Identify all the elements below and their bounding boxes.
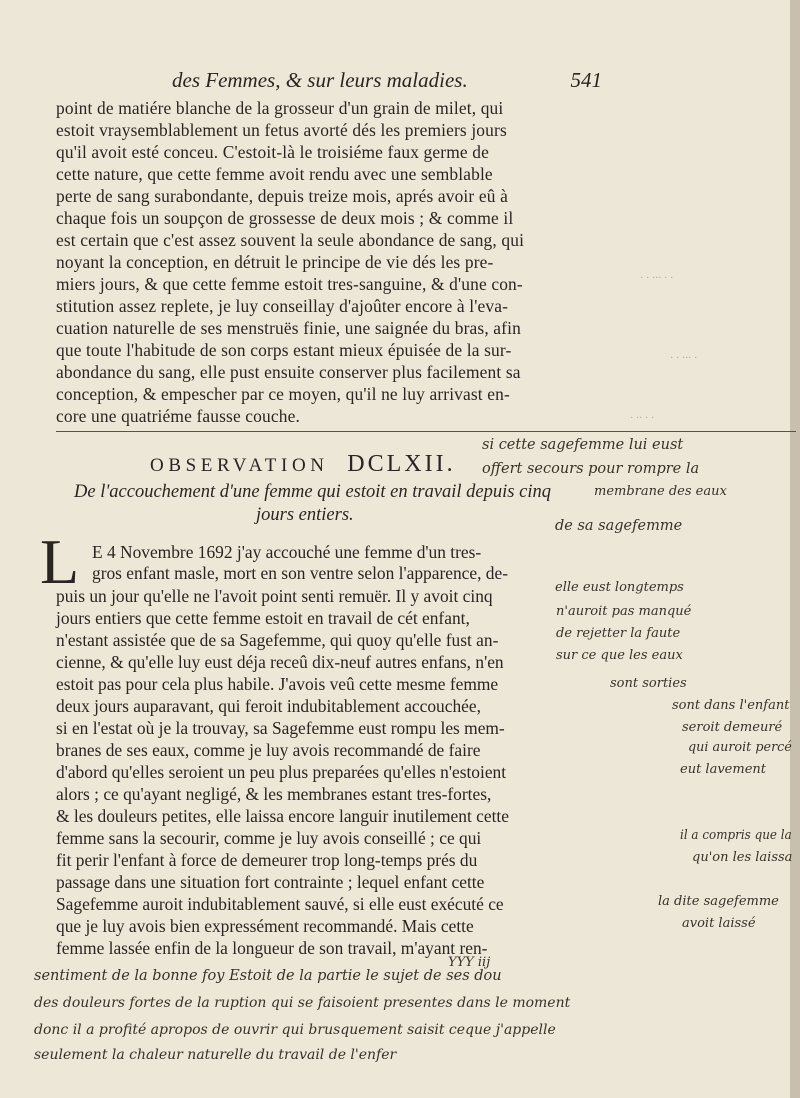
handwritten-note: qu'on les laissa bbox=[692, 850, 793, 865]
text-line: femme sans la secourir, comme je luy avois conseillé ; ce qui bbox=[56, 828, 482, 848]
observation-label: OBSERVATION bbox=[150, 455, 329, 476]
observation-subtitle-line-2: jours entiers. bbox=[256, 505, 354, 525]
text-line: deux jours auparavant, qui feroit indubitablement accouchée, bbox=[56, 696, 481, 716]
bleed-through: · ·· · · bbox=[630, 410, 654, 424]
text-line: stitution assez replete, je luy conseillay d'ajoûter encore à l'eva- bbox=[56, 296, 509, 316]
bleed-through: · · ··· · · bbox=[640, 270, 673, 284]
text-line: chaque fois un soupçon de grossesse de deux mois ; & comme il bbox=[56, 208, 514, 228]
text-line: jours entiers que cette femme estoit en travail de cét enfant, bbox=[56, 608, 470, 628]
drop-cap: L bbox=[40, 526, 80, 597]
page-edge-shadow bbox=[790, 0, 800, 1098]
handwritten-note: qui auroit percé bbox=[688, 740, 792, 755]
text-line: que je luy avois bien expressément recommandé. Mais cette bbox=[56, 916, 474, 936]
section-rule bbox=[56, 431, 796, 432]
text-line: noyant la conception, en détruit le principe de vie dés les pre- bbox=[56, 252, 494, 272]
handwritten-line: donc il a profité apropos de ouvrir qui brusquement saisit ceque j'appelle bbox=[34, 1022, 556, 1038]
text-line: core une quatriéme fausse couche. bbox=[56, 406, 300, 426]
text-line: cuation naturelle de ses menstruës finie, une saignée du bras, afin bbox=[56, 318, 521, 338]
text-line: & les douleurs petites, elle laissa encore languir inutilement cette bbox=[56, 806, 509, 826]
text-line: est certain que c'est assez souvent la seule abondance de sang, qui bbox=[56, 230, 525, 250]
handwritten-note: eut lavement bbox=[680, 762, 766, 777]
text-line: n'estant assistée que de sa Sagefemme, qui quoy qu'elle fust an- bbox=[56, 630, 499, 650]
handwritten-note: membrane des eaux bbox=[594, 484, 727, 499]
page-number: 541 bbox=[570, 68, 602, 92]
handwritten-note: la dite sagefemme bbox=[658, 894, 779, 909]
observation-heading bbox=[150, 451, 456, 478]
text-line: que toute l'habitude de son corps estant mieux épuisée de la sur- bbox=[56, 340, 512, 360]
signature-mark: YYY iij bbox=[448, 955, 491, 970]
handwritten-note: sont dans l'enfant bbox=[672, 698, 790, 713]
handwritten-note: si cette sagefemme lui eust bbox=[482, 437, 684, 453]
text-line: point de matiére blanche de la grosseur d'un grain de milet, qui bbox=[56, 98, 504, 118]
handwritten-line: des douleurs fortes de la ruption qui se faisoient presentes dans le moment bbox=[34, 995, 571, 1011]
text-line: puis un jour qu'elle ne l'avoit point senti remuër. Il y avoit cinq bbox=[56, 586, 493, 606]
handwritten-line: seulement la chaleur naturelle du travail de l'enfer bbox=[34, 1047, 397, 1063]
running-header bbox=[172, 68, 602, 96]
observation-number: DCLXII. bbox=[347, 451, 456, 477]
text-line: abondance du sang, elle pust ensuite conserver plus facilement sa bbox=[56, 362, 521, 382]
observation-subtitle-line-1: De l'accouchement d'une femme qui estoit en travail depuis cinq bbox=[74, 482, 551, 502]
text-line: femme lassée enfin de la longueur de son travail, m'ayant ren- bbox=[56, 938, 488, 958]
text-line: d'abord qu'elles seroient un peu plus preparées qu'elles n'estoient bbox=[56, 762, 507, 782]
text-line: cienne, & qu'elle luy eust déja receû dix-neuf autres enfans, n'en bbox=[56, 652, 504, 672]
text-line: alors ; ce qu'ayant negligé, & les membranes estant tres-fortes, bbox=[56, 784, 492, 804]
bleed-through: · · ··· · bbox=[670, 350, 697, 364]
handwritten-note: n'auroit pas manqué bbox=[556, 604, 692, 619]
text-line: branes de ses eaux, comme je luy avois recommandé de faire bbox=[56, 740, 481, 760]
text-line: passage dans une situation fort contrainte ; lequel enfant cette bbox=[56, 872, 485, 892]
running-title: des Femmes, & sur leurs maladies. bbox=[172, 68, 468, 92]
text-line: estoit pas pour cela plus habile. J'avois veû cette mesme femme bbox=[56, 674, 499, 694]
text-line: Sagefemme auroit indubitablement sauvé, si elle eust exécuté ce bbox=[56, 894, 504, 914]
text-line: cette nature, que cette femme avoit rendu avec une semblable bbox=[56, 164, 493, 184]
handwritten-note: avoit laissé bbox=[682, 916, 756, 931]
text-line: miers jours, & que cette femme estoit tres-sanguine, & d'une con- bbox=[56, 274, 523, 294]
handwritten-note: elle eust longtemps bbox=[555, 580, 684, 595]
handwritten-note: de rejetter la faute bbox=[556, 626, 681, 641]
text-line: gros enfant masle, mort en son ventre selon l'apparence, de- bbox=[92, 563, 509, 583]
handwritten-note: il a compris que la bbox=[680, 828, 792, 843]
handwritten-note: seroit demeuré bbox=[682, 720, 783, 735]
handwritten-note: sont sorties bbox=[610, 676, 687, 691]
text-line: perte de sang surabondante, depuis treize mois, aprés avoir eû à bbox=[56, 186, 508, 206]
text-line: fit perir l'enfant à force de demeurer trop long-temps prés du bbox=[56, 850, 478, 870]
handwritten-note: sur ce que les eaux bbox=[556, 648, 683, 663]
text-line: conception, & empescher par ce moyen, qu'il ne luy arrivast en- bbox=[56, 384, 510, 404]
handwritten-note: offert secours pour rompre la bbox=[482, 461, 700, 477]
text-line: estoit vraysemblablement un fetus avorté dés les premiers jours bbox=[56, 120, 507, 140]
text-line: E 4 Novembre 1692 j'ay accouché une femme d'un tres- bbox=[92, 542, 482, 562]
text-line: si en l'estat où je la trouvay, sa Sagefemme eust rompu les mem- bbox=[56, 718, 505, 738]
text-line: qu'il avoit esté conceu. C'estoit-là le troisiéme faux germe de bbox=[56, 142, 489, 162]
handwritten-line: sentiment de la bonne foy Estoit de la partie le sujet de ses dou bbox=[34, 968, 502, 984]
handwritten-note: de sa sagefemme bbox=[555, 518, 683, 534]
